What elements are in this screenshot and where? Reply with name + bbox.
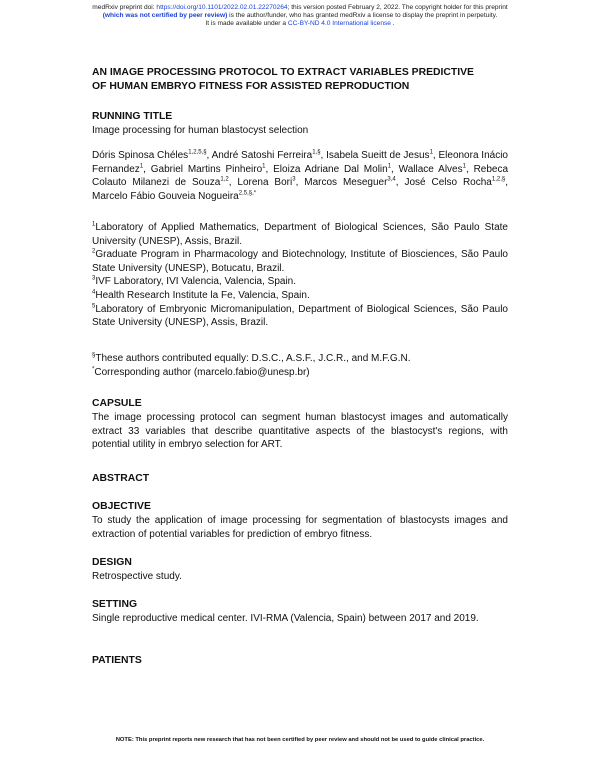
affiliation-number: 2 [92,248,96,255]
capsule-heading: CAPSULE [92,398,142,409]
author-affiliation-marks: 1,2,§ [491,176,506,183]
author-affiliation-marks: 1 [387,163,392,170]
corresponding-author-note: *Corresponding author (marcelo.fabio@unesp.br) [92,366,310,378]
design-text: Retrospective study. [92,571,182,582]
affiliations [92,221,508,330]
affiliation-number: 3 [92,276,96,283]
doi-link[interactable]: https://doi.org/10.1101/2022.02.01.22270264 [156,4,288,11]
affiliation-number: 4 [92,289,96,296]
author-name [399,164,466,175]
affiliation-item [92,248,508,275]
running-title-heading: RUNNING TITLE [92,111,173,122]
affiliation-number: 5 [92,303,96,310]
author-affiliation-marks: 1,2,5,§ [188,149,207,156]
affiliation-text: Laboratory of Embryonic Micromanipulation, Department of Biological Sciences, São Paulo State University (UNESP), Assis, Brazil. [92,303,508,329]
author-name-text: Marcelo Fábio Gouveia Nogueira [92,190,239,202]
author-affiliation-marks: 1 [262,163,266,170]
author-list: Dóris Spinosa Chéles$^{1,2,5,\S}$, André Satoshi Ferreira$^{1,\S}$, Isabela Sueitt de Jesus$^1$, Eleonora Inácio Fernandez$^1$, Gabriel Martins Pinheiro$^1$, Eloiza Adriane Dal Molin$^1$, Wallace Alves$^1$, Rebeca Colauto Milanezi de Souza$^{1,2}$, Lorena Bori$^3$, Marcos Meseguer$^{3,4}$, José Celso Rocha$^{1,2,\S}$, Marcelo Fábio Gouveia Nogueira$^{2,5,\S,*}$ [92,149,509,202]
affiliation-text: Laboratory of Applied Mathematics, Department of Biological Sciences, São Paulo State University (UNESP), Assis, Brazil. [92,222,508,247]
author-name [151,164,266,175]
affiliation-text: Graduate Program in Pharmacology and Biotechnology, Institute of Biosciences, São Paulo State University (UNESP), Botucatu, Brazil. [92,249,508,274]
objective-heading: OBJECTIVE [92,501,151,512]
author-name [92,150,207,161]
author-name [92,191,256,202]
design-heading: DESIGN [92,557,132,568]
patients-heading: PATIENTS [92,655,142,666]
author-name-text: José Celso Rocha [404,177,492,189]
author-name [404,177,505,188]
preprint-header [0,4,600,28]
affiliation-text: IVF Laboratory, IVI Valencia, Valencia, Spain. [95,276,297,288]
affiliation-item [92,221,508,248]
affiliation-item [92,303,508,330]
author-affiliation-marks: 1 [462,163,466,170]
author-affiliation-marks: 1,§ [312,149,321,156]
capsule-text: The image processing protocol can segment human blastocyst images and automatically extract 33 variables that describe quantitative aspects of the blastocyst's regions, with potential utility in embryo selection for ART. [92,412,508,451]
setting-text: Single reproductive medical center. IVI-RMA (Valencia, Spain) between 2017 and 2019. [92,613,479,624]
abstract-heading: ABSTRACT [92,473,150,484]
author-name-text: Gabriel Martins Pinheiro [150,163,263,175]
author-affiliation-marks: 2,5,§,* [238,190,257,197]
affiliation-number: 1 [92,221,96,228]
preprint-footer-note: NOTE: This preprint reports new research that has not been certified by peer review and should not be used to guide clinical practice. [115,737,485,743]
author-affiliation-marks: 3,4 [387,176,396,183]
author-name [326,150,433,161]
author-name-text: Eloiza Adriane Dal Molin [273,163,388,175]
author-affiliation-marks: 1,2 [220,176,229,183]
objective-text: To study the application of image processing for segmentation of blastocysts images and extraction of potential variables for prediction of embryo fitness. [92,515,508,540]
author-name-text: Wallace Alves [398,163,463,175]
header-line-3: It is made available under a CC-BY-ND 4.0 International license . [205,20,395,27]
author-name [273,164,391,175]
author-affiliation-marks: 3 [292,176,296,183]
author-name-text: Isabela Sueitt de Jesus [326,150,430,161]
affiliation-item [92,289,508,303]
author-name-text: Lorena Bori [237,177,293,189]
affiliation-text: Health Research Institute la Fe, Valencia, Spain. [95,289,310,301]
author-name-text: André Satoshi Ferreira [211,150,313,161]
header-line-2: (which was not certified by peer review) is the author/funder, who has granted medRxiv a license to display the preprint in perpetuity. [102,12,498,19]
author-name [212,150,321,161]
author-name-text: Marcos Meseguer [304,177,388,189]
equal-contribution-note: §These authors contributed equally: D.S.C., A.S.F., J.C.R., and M.F.G.N. [92,352,411,364]
author-name-text: Rebeca Colauto Milanezi de Souza [92,163,509,189]
license-link[interactable]: CC-BY-ND 4.0 International license [287,20,391,27]
author-affiliation-marks: 1 [429,149,433,156]
paper-title: AN IMAGE PROCESSING PROTOCOL TO EXTRACT VARIABLES PREDICTIVE OF HUMAN EMBRYO FITNESS FOR ASSISTED REPRODUCTION [92,67,474,92]
author-name [237,177,295,188]
author-name-text: Dóris Spinosa Chéles [92,150,189,161]
running-title-text: Image processing for human blastocyst selection [92,125,309,136]
author-name-text: Eleonora Inácio Fernandez [92,150,508,175]
affiliation-item [92,275,508,289]
author-name [304,177,396,188]
header-line-1: medRxiv preprint doi: https://doi.org/10.1101/2022.02.01.22270264; this version posted February 2, 2022. The copyright holder for this preprint [92,4,508,11]
author-affiliation-marks: 1 [139,163,144,170]
setting-heading: SETTING [92,599,138,610]
